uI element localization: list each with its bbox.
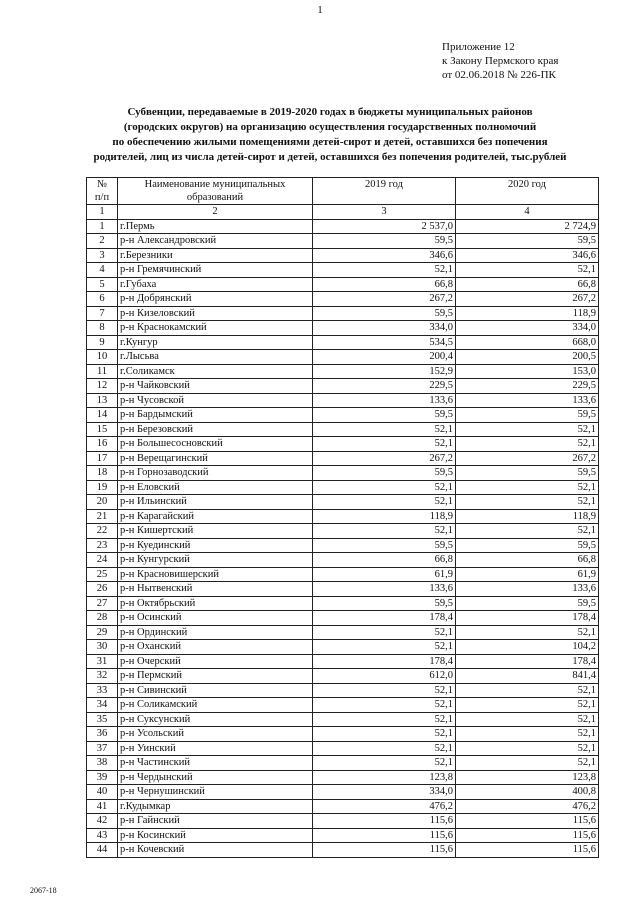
row-name: р-н Гайнский bbox=[118, 814, 313, 829]
row-value-2019: 52,1 bbox=[313, 712, 456, 727]
header-name bbox=[118, 178, 313, 205]
row-number: 43 bbox=[87, 828, 118, 843]
table-row bbox=[87, 828, 599, 843]
table-row bbox=[87, 785, 599, 800]
table-row bbox=[87, 263, 599, 278]
row-value-2019: 123,8 bbox=[313, 770, 456, 785]
row-value-2020: 267,2 bbox=[456, 451, 599, 466]
row-name: р-н Ильинский bbox=[118, 495, 313, 510]
row-value-2020: 267,2 bbox=[456, 292, 599, 307]
table-row bbox=[87, 567, 599, 582]
row-value-2020: 52,1 bbox=[456, 480, 599, 495]
row-name: г.Березники bbox=[118, 248, 313, 263]
row-value-2020: 115,6 bbox=[456, 843, 599, 858]
row-number: 27 bbox=[87, 596, 118, 611]
row-value-2020: 153,0 bbox=[456, 364, 599, 379]
row-value-2019: 59,5 bbox=[313, 234, 456, 249]
page-number: 1 bbox=[317, 4, 323, 16]
row-number: 1 bbox=[87, 219, 118, 234]
row-number: 24 bbox=[87, 553, 118, 568]
row-value-2019: 52,1 bbox=[313, 683, 456, 698]
row-name: р-н Чайковский bbox=[118, 379, 313, 394]
row-value-2019: 66,8 bbox=[313, 553, 456, 568]
row-value-2019: 52,1 bbox=[313, 698, 456, 713]
row-name: р-н Куединский bbox=[118, 538, 313, 553]
row-number: 19 bbox=[87, 480, 118, 495]
row-value-2019: 59,5 bbox=[313, 538, 456, 553]
table-row bbox=[87, 770, 599, 785]
row-value-2019: 59,5 bbox=[313, 466, 456, 481]
table-row bbox=[87, 669, 599, 684]
row-value-2019: 115,6 bbox=[313, 814, 456, 829]
row-name: р-н Пермский bbox=[118, 669, 313, 684]
row-value-2020: 200,5 bbox=[456, 350, 599, 365]
title-line: (городских округов) на организацию осуществления государственных полномочий bbox=[123, 121, 537, 133]
row-value-2019: 178,4 bbox=[313, 654, 456, 669]
row-name: г.Губаха bbox=[118, 277, 313, 292]
row-value-2019: 115,6 bbox=[313, 843, 456, 858]
row-value-2020: 52,1 bbox=[456, 756, 599, 771]
row-name: р-н Бардымский bbox=[118, 408, 313, 423]
header-number-line: № bbox=[96, 179, 108, 190]
row-value-2019: 346,6 bbox=[313, 248, 456, 263]
row-value-2020: 133,6 bbox=[456, 582, 599, 597]
table-row bbox=[87, 756, 599, 771]
row-value-2020: 59,5 bbox=[456, 596, 599, 611]
row-value-2019: 534,5 bbox=[313, 335, 456, 350]
row-number: 32 bbox=[87, 669, 118, 684]
row-value-2020: 118,9 bbox=[456, 306, 599, 321]
row-value-2020: 66,8 bbox=[456, 277, 599, 292]
row-number: 8 bbox=[87, 321, 118, 336]
row-number: 22 bbox=[87, 524, 118, 539]
appendix-note bbox=[442, 40, 558, 82]
appendix-line: от 02.06.2018 № 226-ПК bbox=[442, 69, 556, 81]
row-value-2019: 59,5 bbox=[313, 596, 456, 611]
row-value-2019: 52,1 bbox=[313, 437, 456, 452]
table-row bbox=[87, 306, 599, 321]
row-number: 25 bbox=[87, 567, 118, 582]
table-row bbox=[87, 538, 599, 553]
row-value-2020: 66,8 bbox=[456, 553, 599, 568]
row-value-2020: 52,1 bbox=[456, 625, 599, 640]
row-value-2019: 52,1 bbox=[313, 480, 456, 495]
header-2020: 2020 год bbox=[456, 178, 599, 205]
table-row bbox=[87, 727, 599, 742]
row-name: р-н Александровский bbox=[118, 234, 313, 249]
row-number: 3 bbox=[87, 248, 118, 263]
row-value-2020: 52,1 bbox=[456, 495, 599, 510]
row-value-2019: 59,5 bbox=[313, 408, 456, 423]
row-number: 18 bbox=[87, 466, 118, 481]
row-name: г.Пермь bbox=[118, 219, 313, 234]
row-value-2020: 334,0 bbox=[456, 321, 599, 336]
row-value-2020: 52,1 bbox=[456, 263, 599, 278]
row-number: 20 bbox=[87, 495, 118, 510]
row-name: р-н Большесосновский bbox=[118, 437, 313, 452]
row-value-2020: 668,0 bbox=[456, 335, 599, 350]
row-number: 44 bbox=[87, 843, 118, 858]
row-value-2019: 59,5 bbox=[313, 306, 456, 321]
row-value-2019: 52,1 bbox=[313, 422, 456, 437]
row-number: 5 bbox=[87, 277, 118, 292]
row-name: р-н Чернушинский bbox=[118, 785, 313, 800]
row-name: р-н Косинский bbox=[118, 828, 313, 843]
row-name: р-н Оханский bbox=[118, 640, 313, 655]
table-row bbox=[87, 582, 599, 597]
row-value-2020: 59,5 bbox=[456, 408, 599, 423]
row-value-2019: 52,1 bbox=[313, 640, 456, 655]
row-value-2019: 61,9 bbox=[313, 567, 456, 582]
table-row bbox=[87, 625, 599, 640]
appendix-line: к Закону Пермского края bbox=[442, 55, 559, 67]
table-row bbox=[87, 611, 599, 626]
row-number: 26 bbox=[87, 582, 118, 597]
row-name: р-н Кишертский bbox=[118, 524, 313, 539]
column-number: 2 bbox=[118, 205, 313, 220]
row-value-2019: 334,0 bbox=[313, 785, 456, 800]
table-row bbox=[87, 698, 599, 713]
row-value-2020: 52,1 bbox=[456, 712, 599, 727]
row-number: 21 bbox=[87, 509, 118, 524]
table-row bbox=[87, 350, 599, 365]
table-row bbox=[87, 292, 599, 307]
row-value-2019: 52,1 bbox=[313, 727, 456, 742]
row-number: 15 bbox=[87, 422, 118, 437]
row-name: р-н Чердынский bbox=[118, 770, 313, 785]
table-row bbox=[87, 640, 599, 655]
row-number: 6 bbox=[87, 292, 118, 307]
row-value-2020: 133,6 bbox=[456, 393, 599, 408]
row-name: р-н Верещагинский bbox=[118, 451, 313, 466]
row-value-2019: 178,4 bbox=[313, 611, 456, 626]
row-value-2020: 52,1 bbox=[456, 683, 599, 698]
row-value-2019: 267,2 bbox=[313, 451, 456, 466]
header-name-line: образований bbox=[186, 192, 244, 203]
table-row bbox=[87, 509, 599, 524]
table-row bbox=[87, 451, 599, 466]
row-name: р-н Сивинский bbox=[118, 683, 313, 698]
row-number: 11 bbox=[87, 364, 118, 379]
row-number: 38 bbox=[87, 756, 118, 771]
row-number: 12 bbox=[87, 379, 118, 394]
row-value-2020: 2 724,9 bbox=[456, 219, 599, 234]
row-number: 31 bbox=[87, 654, 118, 669]
title-line: родителей, лиц из числа детей-сирот и детей, оставшихся без попечения родителей, тыс.рублей bbox=[93, 151, 567, 163]
row-number: 29 bbox=[87, 625, 118, 640]
row-value-2019: 334,0 bbox=[313, 321, 456, 336]
row-name: р-н Кунгурский bbox=[118, 553, 313, 568]
row-value-2019: 476,2 bbox=[313, 799, 456, 814]
row-number: 36 bbox=[87, 727, 118, 742]
row-value-2020: 59,5 bbox=[456, 538, 599, 553]
row-name: р-н Добрянский bbox=[118, 292, 313, 307]
row-name: г.Кудымкар bbox=[118, 799, 313, 814]
row-value-2020: 52,1 bbox=[456, 524, 599, 539]
row-name: р-н Частинский bbox=[118, 756, 313, 771]
row-number: 23 bbox=[87, 538, 118, 553]
row-value-2020: 400,8 bbox=[456, 785, 599, 800]
table-row bbox=[87, 654, 599, 669]
table-row bbox=[87, 712, 599, 727]
row-value-2020: 115,6 bbox=[456, 828, 599, 843]
row-number: 41 bbox=[87, 799, 118, 814]
table-row bbox=[87, 408, 599, 423]
table-row bbox=[87, 814, 599, 829]
table-row bbox=[87, 437, 599, 452]
table-row bbox=[87, 683, 599, 698]
row-value-2020: 115,6 bbox=[456, 814, 599, 829]
column-number: 4 bbox=[456, 205, 599, 220]
table-row bbox=[87, 480, 599, 495]
row-name: р-н Красновишерский bbox=[118, 567, 313, 582]
appendix-line: Приложение 12 bbox=[442, 41, 515, 53]
table-row bbox=[87, 596, 599, 611]
row-number: 13 bbox=[87, 393, 118, 408]
row-name: г.Лысьва bbox=[118, 350, 313, 365]
table-row bbox=[87, 799, 599, 814]
table-row bbox=[87, 553, 599, 568]
row-value-2020: 61,9 bbox=[456, 567, 599, 582]
row-name: р-н Ординский bbox=[118, 625, 313, 640]
row-value-2019: 133,6 bbox=[313, 582, 456, 597]
row-value-2019: 133,6 bbox=[313, 393, 456, 408]
row-number: 37 bbox=[87, 741, 118, 756]
row-name: р-н Еловский bbox=[118, 480, 313, 495]
table-row bbox=[87, 277, 599, 292]
row-name: р-н Краснокамский bbox=[118, 321, 313, 336]
row-name: р-н Березовский bbox=[118, 422, 313, 437]
row-name: г.Соликамск bbox=[118, 364, 313, 379]
row-name: р-н Осинский bbox=[118, 611, 313, 626]
row-number: 40 bbox=[87, 785, 118, 800]
row-number: 28 bbox=[87, 611, 118, 626]
row-number: 14 bbox=[87, 408, 118, 423]
row-number: 30 bbox=[87, 640, 118, 655]
row-number: 34 bbox=[87, 698, 118, 713]
table-row bbox=[87, 219, 599, 234]
row-name: р-н Нытвенский bbox=[118, 582, 313, 597]
row-value-2020: 52,1 bbox=[456, 422, 599, 437]
row-name: р-н Кизеловский bbox=[118, 306, 313, 321]
table-row bbox=[87, 466, 599, 481]
header-number-line: п/п bbox=[94, 192, 110, 203]
row-value-2019: 229,5 bbox=[313, 379, 456, 394]
table-row bbox=[87, 321, 599, 336]
row-value-2019: 115,6 bbox=[313, 828, 456, 843]
row-number: 16 bbox=[87, 437, 118, 452]
row-value-2019: 52,1 bbox=[313, 756, 456, 771]
header-name-line: Наименование муниципальных bbox=[144, 179, 286, 190]
row-value-2020: 52,1 bbox=[456, 727, 599, 742]
row-value-2019: 152,9 bbox=[313, 364, 456, 379]
row-name: р-н Чусовской bbox=[118, 393, 313, 408]
row-value-2020: 59,5 bbox=[456, 234, 599, 249]
row-number: 10 bbox=[87, 350, 118, 365]
footer-code: 2067-18 bbox=[30, 886, 57, 895]
row-value-2020: 178,4 bbox=[456, 611, 599, 626]
row-value-2019: 52,1 bbox=[313, 263, 456, 278]
row-value-2020: 52,1 bbox=[456, 741, 599, 756]
column-numbers-row bbox=[87, 205, 599, 220]
row-value-2020: 59,5 bbox=[456, 466, 599, 481]
row-value-2019: 2 537,0 bbox=[313, 219, 456, 234]
table-row bbox=[87, 524, 599, 539]
row-value-2019: 52,1 bbox=[313, 524, 456, 539]
row-value-2020: 178,4 bbox=[456, 654, 599, 669]
table-row bbox=[87, 422, 599, 437]
column-number: 3 bbox=[313, 205, 456, 220]
row-number: 7 bbox=[87, 306, 118, 321]
header-2019: 2019 год bbox=[313, 178, 456, 205]
row-name: р-н Горнозаводский bbox=[118, 466, 313, 481]
row-name: р-н Соликамский bbox=[118, 698, 313, 713]
table-row bbox=[87, 234, 599, 249]
row-name: г.Кунгур bbox=[118, 335, 313, 350]
title-line: Субвенции, передаваемые в 2019-2020 годах в бюджеты муниципальных районов bbox=[127, 106, 533, 118]
table-row bbox=[87, 843, 599, 858]
row-value-2019: 52,1 bbox=[313, 741, 456, 756]
row-name: р-н Карагайский bbox=[118, 509, 313, 524]
row-value-2019: 612,0 bbox=[313, 669, 456, 684]
row-name: р-н Уинский bbox=[118, 741, 313, 756]
table-row bbox=[87, 364, 599, 379]
row-number: 39 bbox=[87, 770, 118, 785]
row-name: р-н Очерский bbox=[118, 654, 313, 669]
row-value-2020: 841,4 bbox=[456, 669, 599, 684]
row-value-2019: 66,8 bbox=[313, 277, 456, 292]
row-name: р-н Гремячинский bbox=[118, 263, 313, 278]
document-title bbox=[60, 105, 600, 165]
row-name: р-н Суксунский bbox=[118, 712, 313, 727]
row-number: 42 bbox=[87, 814, 118, 829]
table-row bbox=[87, 335, 599, 350]
row-value-2019: 118,9 bbox=[313, 509, 456, 524]
row-value-2020: 52,1 bbox=[456, 698, 599, 713]
table-row bbox=[87, 393, 599, 408]
row-number: 35 bbox=[87, 712, 118, 727]
title-line: по обеспечению жилыми помещениями детей-сирот и детей, оставшихся без попечения bbox=[112, 136, 548, 148]
row-value-2020: 229,5 bbox=[456, 379, 599, 394]
row-name: р-н Кочевский bbox=[118, 843, 313, 858]
column-number: 1 bbox=[87, 205, 118, 220]
row-value-2020: 123,8 bbox=[456, 770, 599, 785]
table-row bbox=[87, 495, 599, 510]
header-number bbox=[87, 178, 118, 205]
table-row bbox=[87, 741, 599, 756]
row-value-2020: 118,9 bbox=[456, 509, 599, 524]
row-value-2019: 200,4 bbox=[313, 350, 456, 365]
row-value-2020: 476,2 bbox=[456, 799, 599, 814]
table-header-row bbox=[87, 178, 599, 205]
row-value-2020: 346,6 bbox=[456, 248, 599, 263]
row-name: р-н Октябрьский bbox=[118, 596, 313, 611]
table-body bbox=[87, 219, 599, 857]
row-number: 17 bbox=[87, 451, 118, 466]
row-number: 9 bbox=[87, 335, 118, 350]
subsidies-table bbox=[86, 177, 599, 858]
row-value-2020: 104,2 bbox=[456, 640, 599, 655]
table-row bbox=[87, 379, 599, 394]
row-value-2019: 267,2 bbox=[313, 292, 456, 307]
row-value-2019: 52,1 bbox=[313, 625, 456, 640]
row-value-2020: 52,1 bbox=[456, 437, 599, 452]
row-value-2019: 52,1 bbox=[313, 495, 456, 510]
row-number: 33 bbox=[87, 683, 118, 698]
row-number: 2 bbox=[87, 234, 118, 249]
row-name: р-н Усольский bbox=[118, 727, 313, 742]
row-number: 4 bbox=[87, 263, 118, 278]
table-row bbox=[87, 248, 599, 263]
